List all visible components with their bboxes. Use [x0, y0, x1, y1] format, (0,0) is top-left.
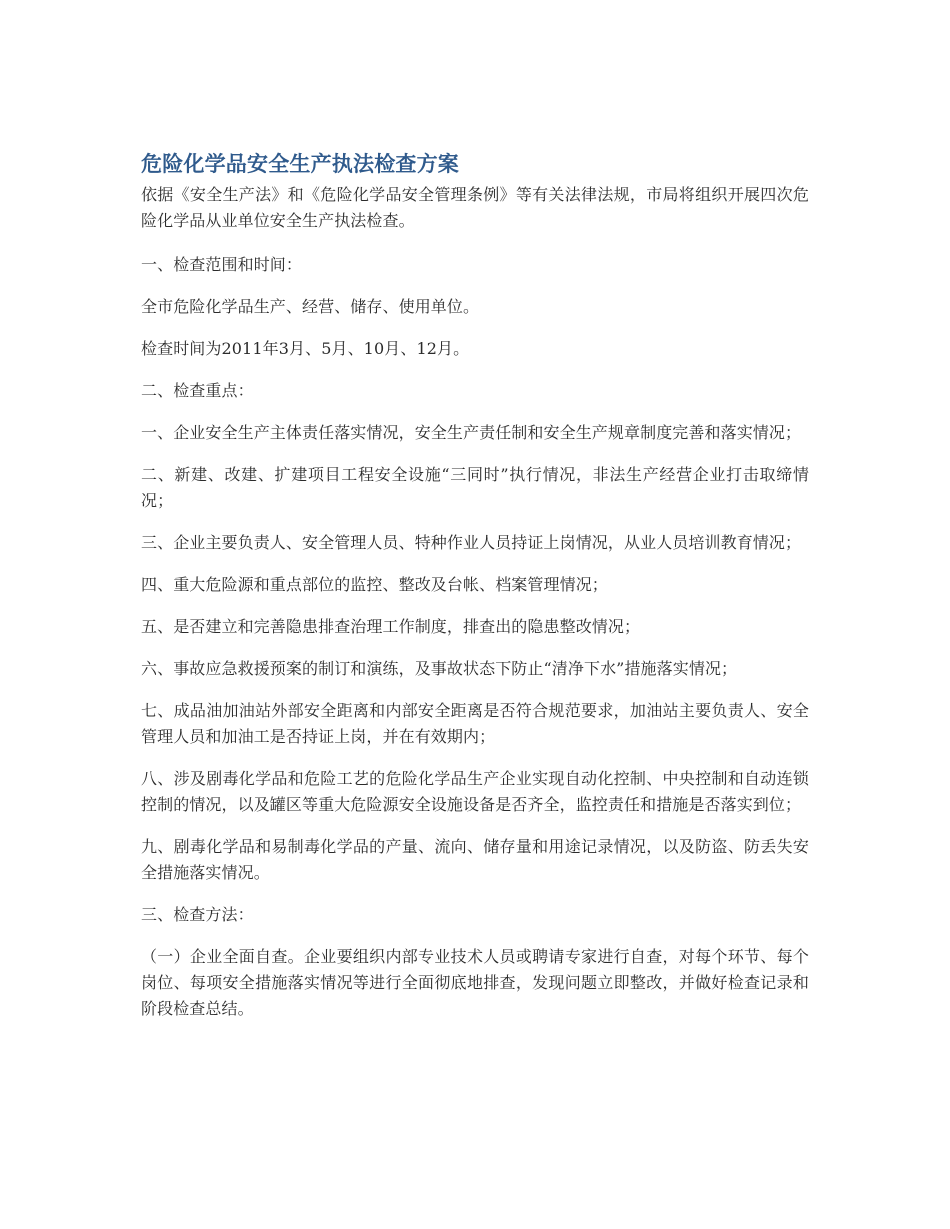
- focus-item-8: 八、涉及剧毒化学品和危险工艺的危险化学品生产企业实现自动化控制、中央控制和自动连锁控制的情况，以及罐区等重大危险源安全设施设备是否齐全，监控责任和措施是否落实到位；: [141, 769, 809, 814]
- focus-item-9: 九、剧毒化学品和易制毒化学品的产量、流向、储存量和用途记录情况，以及防盗、防丢失安全措施落实情况。: [141, 837, 809, 882]
- focus-item-4: 四、重大危险源和重点部位的监控、整改及台帐、档案管理情况；: [141, 575, 608, 594]
- focus-item-3: 三、企业主要负责人、安全管理人员、特种作业人员持证上岗情况，从业人员培训教育情况；: [141, 533, 802, 552]
- section-heading-scope: 一、检查范围和时间：: [141, 255, 303, 274]
- method-item-1: （一）企业全面自查。企业要组织内部专业技术人员或聘请专家进行自查，对每个环节、每个岗位、每项安全措施落实情况等进行全面彻底地排查，发现问题立即整改，并做好检查记录和阶段检查总结。: [141, 947, 809, 1018]
- focus-item-5: 五、是否建立和完善隐患排查治理工作制度，排查出的隐患整改情况；: [141, 617, 641, 636]
- focus-item-1: 一、企业安全生产主体责任落实情况，安全生产责任制和安全生产规章制度完善和落实情况；: [141, 423, 802, 442]
- focus-item-7: 七、成品油加油站外部安全距离和内部安全距离是否符合规范要求，加油站主要负责人、安全管理人员和加油工是否持证上岗，并在有效期内；: [141, 701, 809, 746]
- scope-paragraph: 全市危险化学品生产、经营、储存、使用单位。: [141, 297, 480, 316]
- focus-item-2: 二、新建、改建、扩建项目工程安全设施“三同时”执行情况，非法生产经营企业打击取缔情况；: [141, 465, 809, 510]
- section-heading-focus: 二、检查重点：: [141, 381, 254, 400]
- intro-paragraph: 依据《安全生产法》和《危险化学品安全管理条例》等有关法律法规，市局将组织开展四次危险化学品从业单位安全生产执法检查。: [141, 185, 809, 230]
- document-page: [141, 148, 809, 1038]
- document-title: 危险化学品安全生产执法检查方案: [141, 152, 459, 176]
- time-paragraph: 检查时间为2011年3月、5月、10月、12月。: [141, 339, 470, 358]
- section-heading-method: 三、检查方法：: [141, 905, 254, 924]
- focus-item-6: 六、事故应急救援预案的制订和演练，及事故状态下防止“清净下水”措施落实情况；: [141, 659, 738, 678]
